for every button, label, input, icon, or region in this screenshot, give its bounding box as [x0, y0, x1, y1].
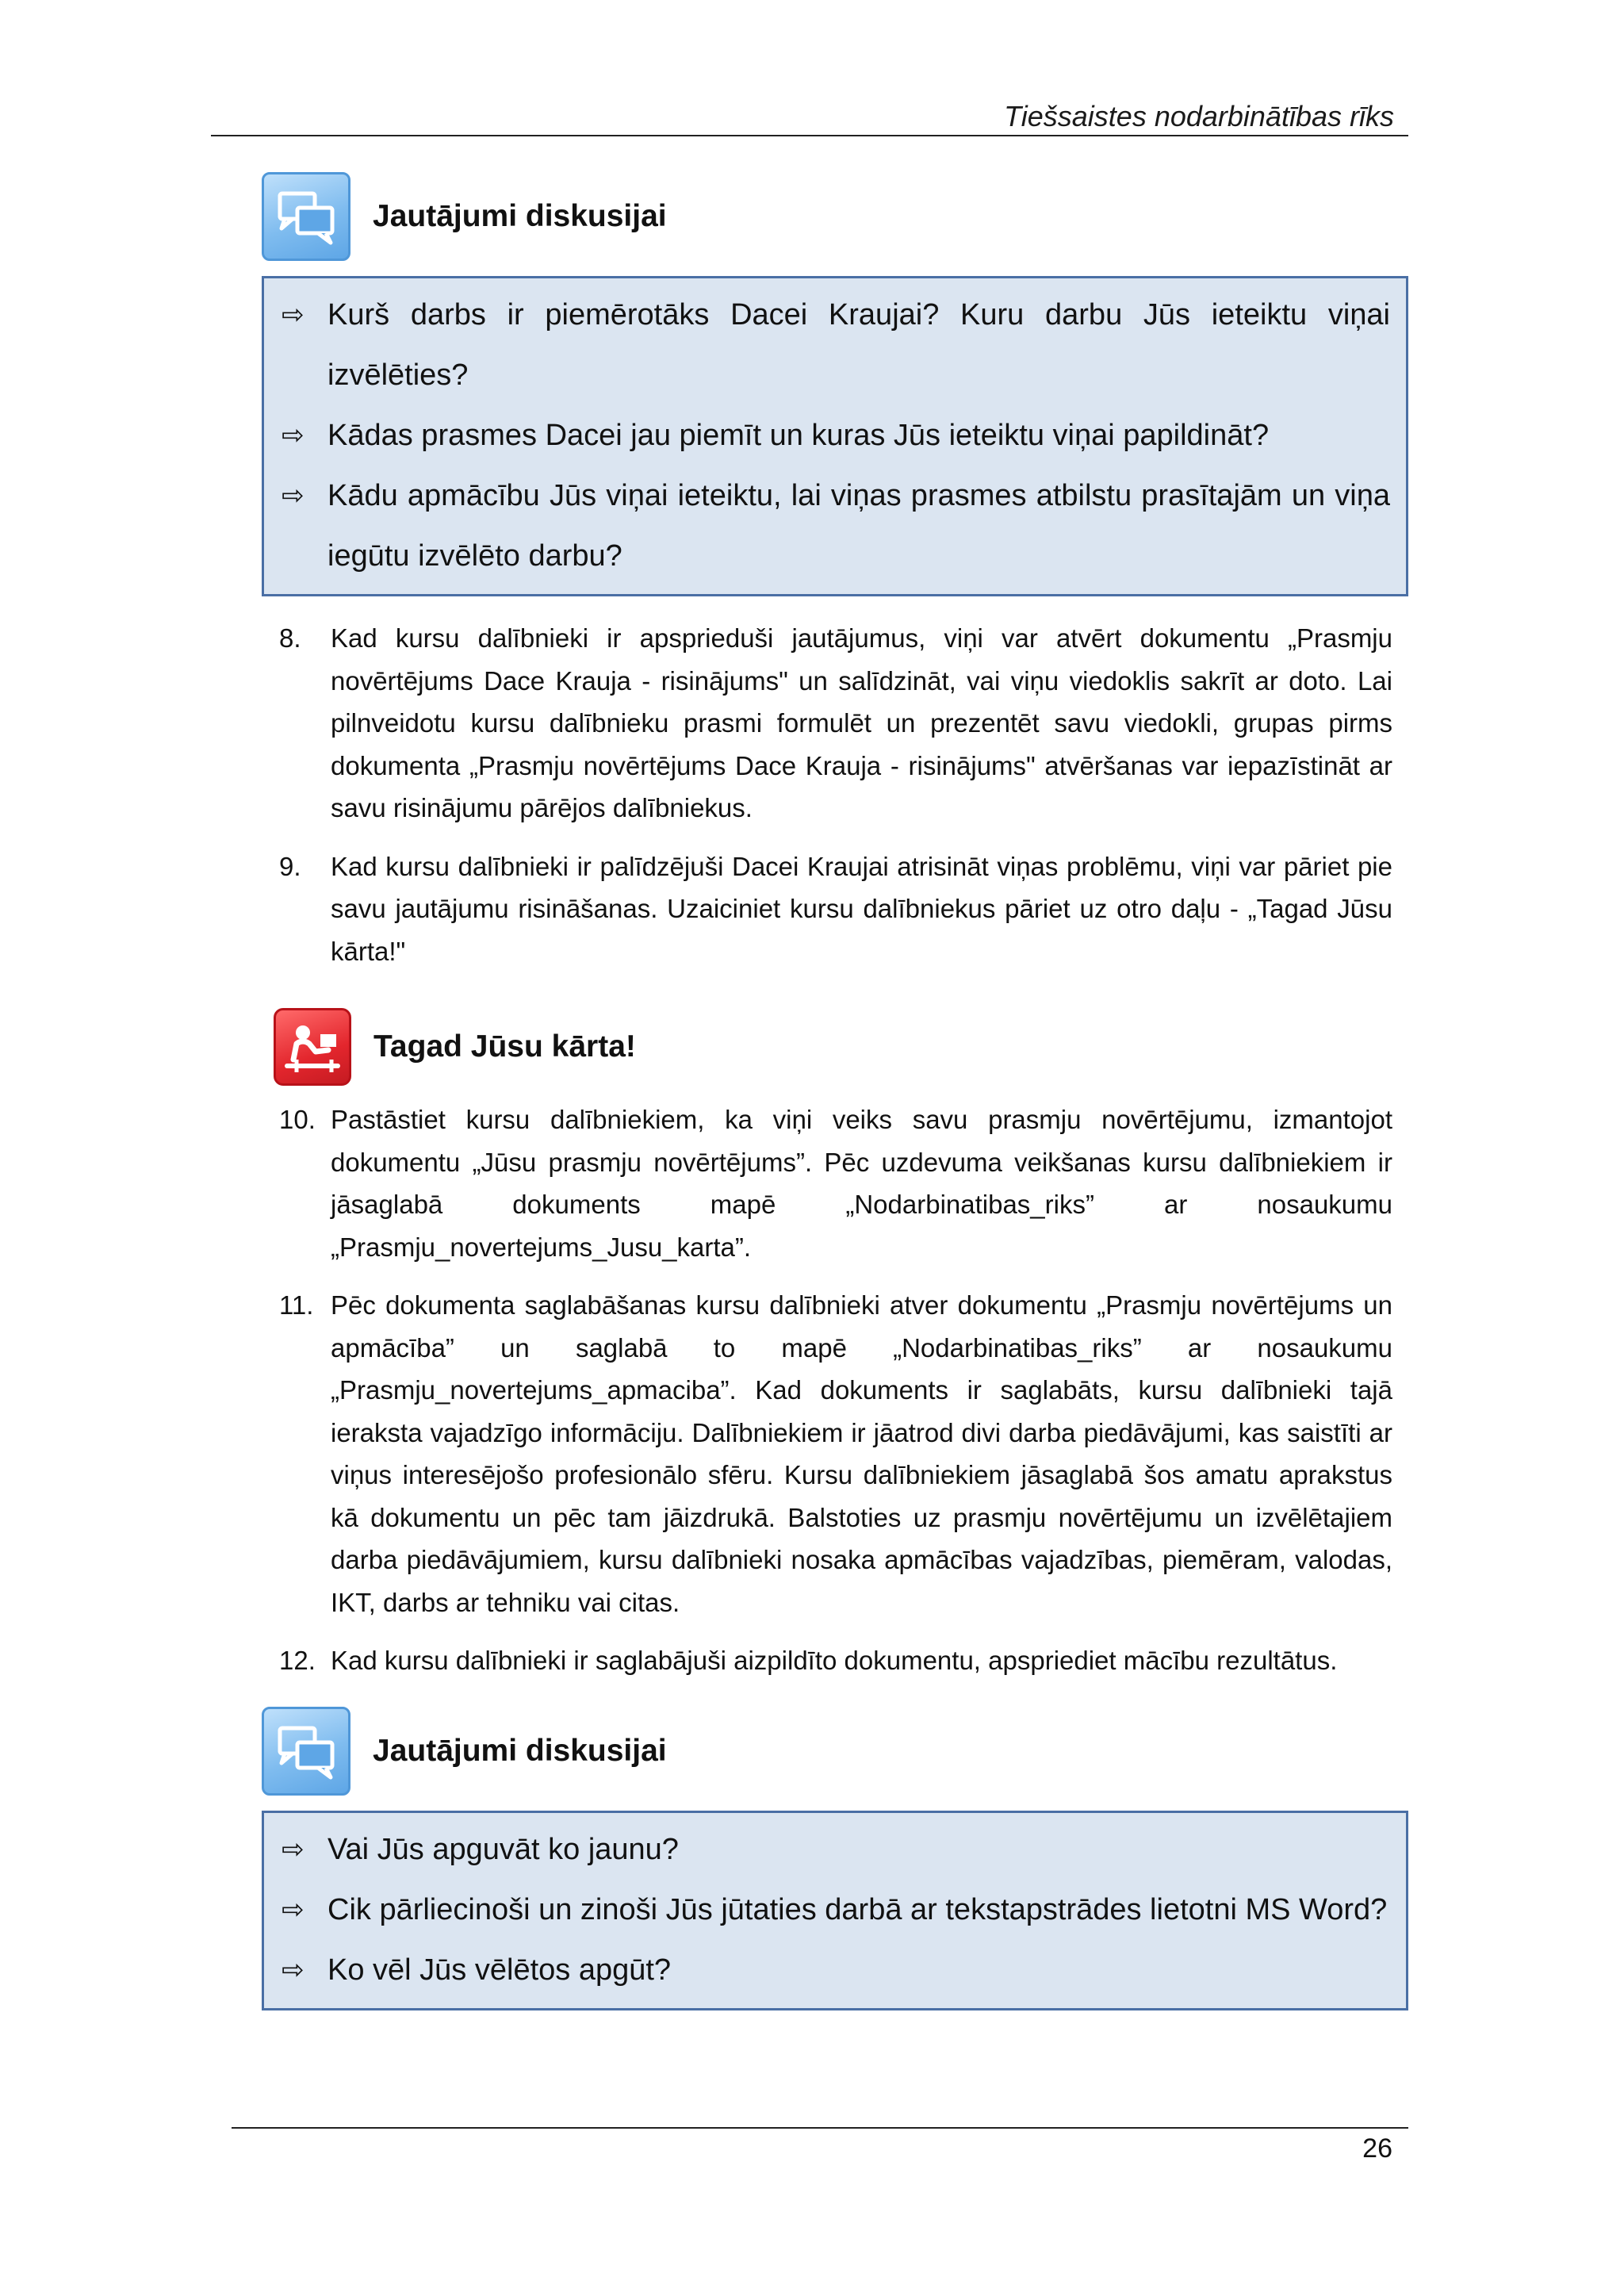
list-item: 10. Pastāstiet kursu dalībniekiem, ka viņi veiks savu prasmju novērtējumu, izmantojot dokumentu „Jūsu prasmju novērtējums”. Pēc uzdevuma veikšanas kursu dalībniekiem ir jāsaglabā dokuments mapē „Nodarbinatibas_riks” ar nosaukumu „Prasmju_novertejums_Jusu_karta”. — [279, 1105, 1392, 1262]
discussion-icon — [262, 1707, 350, 1796]
list-item: 12. Kad kursu dalībnieki ir saglabājuši aizpildīto dokumentu, apspriediet mācību rezultātus. — [279, 1646, 1338, 1675]
discussion-icon — [262, 172, 350, 261]
arrow-right-icon: ⇨ — [282, 481, 304, 511]
question-item: ⇨ Cik pārliecinoši un zinoši Jūs jūtaties darbā ar tekstapstrādes lietotni MS Word? — [282, 1880, 1390, 1940]
page-number: 26 — [1362, 2133, 1392, 2164]
section-heading-your-turn — [274, 1001, 987, 1092]
section-title: Jautājumi diskusijai — [373, 1733, 667, 1768]
running-header: Tiešsaistes nodarbinātības rīks — [1004, 100, 1394, 132]
header-divider — [211, 135, 1408, 136]
section-title: Tagad Jūsu kārta! — [373, 1029, 636, 1064]
section-title: Jautājumi diskusijai — [373, 198, 667, 233]
arrow-right-icon: ⇨ — [282, 300, 304, 330]
numbered-steps-b — [279, 1098, 1392, 1682]
list-item: 8. Kad kursu dalībnieki ir apsprieduši jautājumus, viņi var atvērt dokumentu „Prasmju novērtējums Dace Krauja - risinājums" un salīdzināt, vai viņu viedoklis sakrīt ar doto. Lai pilnveidotu kursu dalībnieku prasmi formulēt un prezentēt savu viedokli, grupas pirms dokumenta „Prasmju novērtējums Dace Krauja - risinājums" atvēršanas var iepazīstināt ar savu risinājumu pārējos dalībniekus. — [279, 623, 1392, 822]
arrow-right-icon: ⇨ — [282, 1955, 304, 1985]
section-heading-discussion-1 — [262, 171, 975, 262]
list-item: 11. Pēc dokumenta saglabāšanas kursu dalībnieki atver dokumentu „Prasmju novērtējums un apmācība” un saglabā to mapē „Nodarbinatibas_riks” ar nosaukumu „Prasmju_novertejums_apmaciba”. Kad dokuments ir saglabāts, kursu dalībnieki tajā ieraksta vajadzīgo informāciju. Dalībniekiem ir jāatrod divi darba piedāvājumi, kas saistīti ar viņus interesējošo profesionālo sfēru. Kursu dalībniekiem jāsaglabā šos amatu aprakstus kā dokumentu un pēc tam jāizdrukā. Balstoties uz prasmju novērtējumu un izvēlētajiem darba piedāvājumiem, kursu dalībnieki nosaka apmācības vajadzības, piemēram, valodas, IKT, darbs ar tehniku vai citas. — [279, 1290, 1392, 1617]
arrow-right-icon: ⇨ — [282, 1834, 304, 1865]
your-turn-icon — [274, 1008, 351, 1086]
discussion-questions-box-1 — [262, 276, 1408, 596]
question-item: ⇨ Vai Jūs apguvāt ko jaunu? — [282, 1819, 1390, 1880]
numbered-steps-a — [279, 617, 1392, 972]
arrow-right-icon: ⇨ — [282, 420, 304, 450]
question-item: ⇨ Kādu apmācību Jūs viņai ieteiktu, lai viņas prasmes atbilstu prasītajām un viņa iegūtu izvēlēto darbu? — [282, 466, 1390, 586]
list-item: 9. Kad kursu dalībnieki ir palīdzējuši Dacei Kraujai atrisināt viņas problēmu, viņi var pāriet pie savu jautājumu risināšanas. Uzaiciniet kursu dalībniekus pāriet uz otro daļu - „Tagad Jūsu kārta!" — [279, 851, 1392, 966]
arrow-right-icon: ⇨ — [282, 1895, 304, 1925]
question-item: ⇨ Kādas prasmes Dacei jau piemīt un kuras Jūs ieteiktu viņai papildināt? — [282, 405, 1390, 466]
discussion-questions-box-2 — [262, 1811, 1408, 2010]
footer-divider — [232, 2127, 1408, 2129]
section-heading-discussion-2 — [262, 1705, 975, 1796]
question-item: ⇨ Kurš darbs ir piemērotāks Dacei Kraujai? Kuru darbu Jūs ieteiktu viņai izvēlēties? — [282, 285, 1390, 405]
question-item: ⇨ Ko vēl Jūs vēlētos apgūt? — [282, 1940, 1390, 2000]
